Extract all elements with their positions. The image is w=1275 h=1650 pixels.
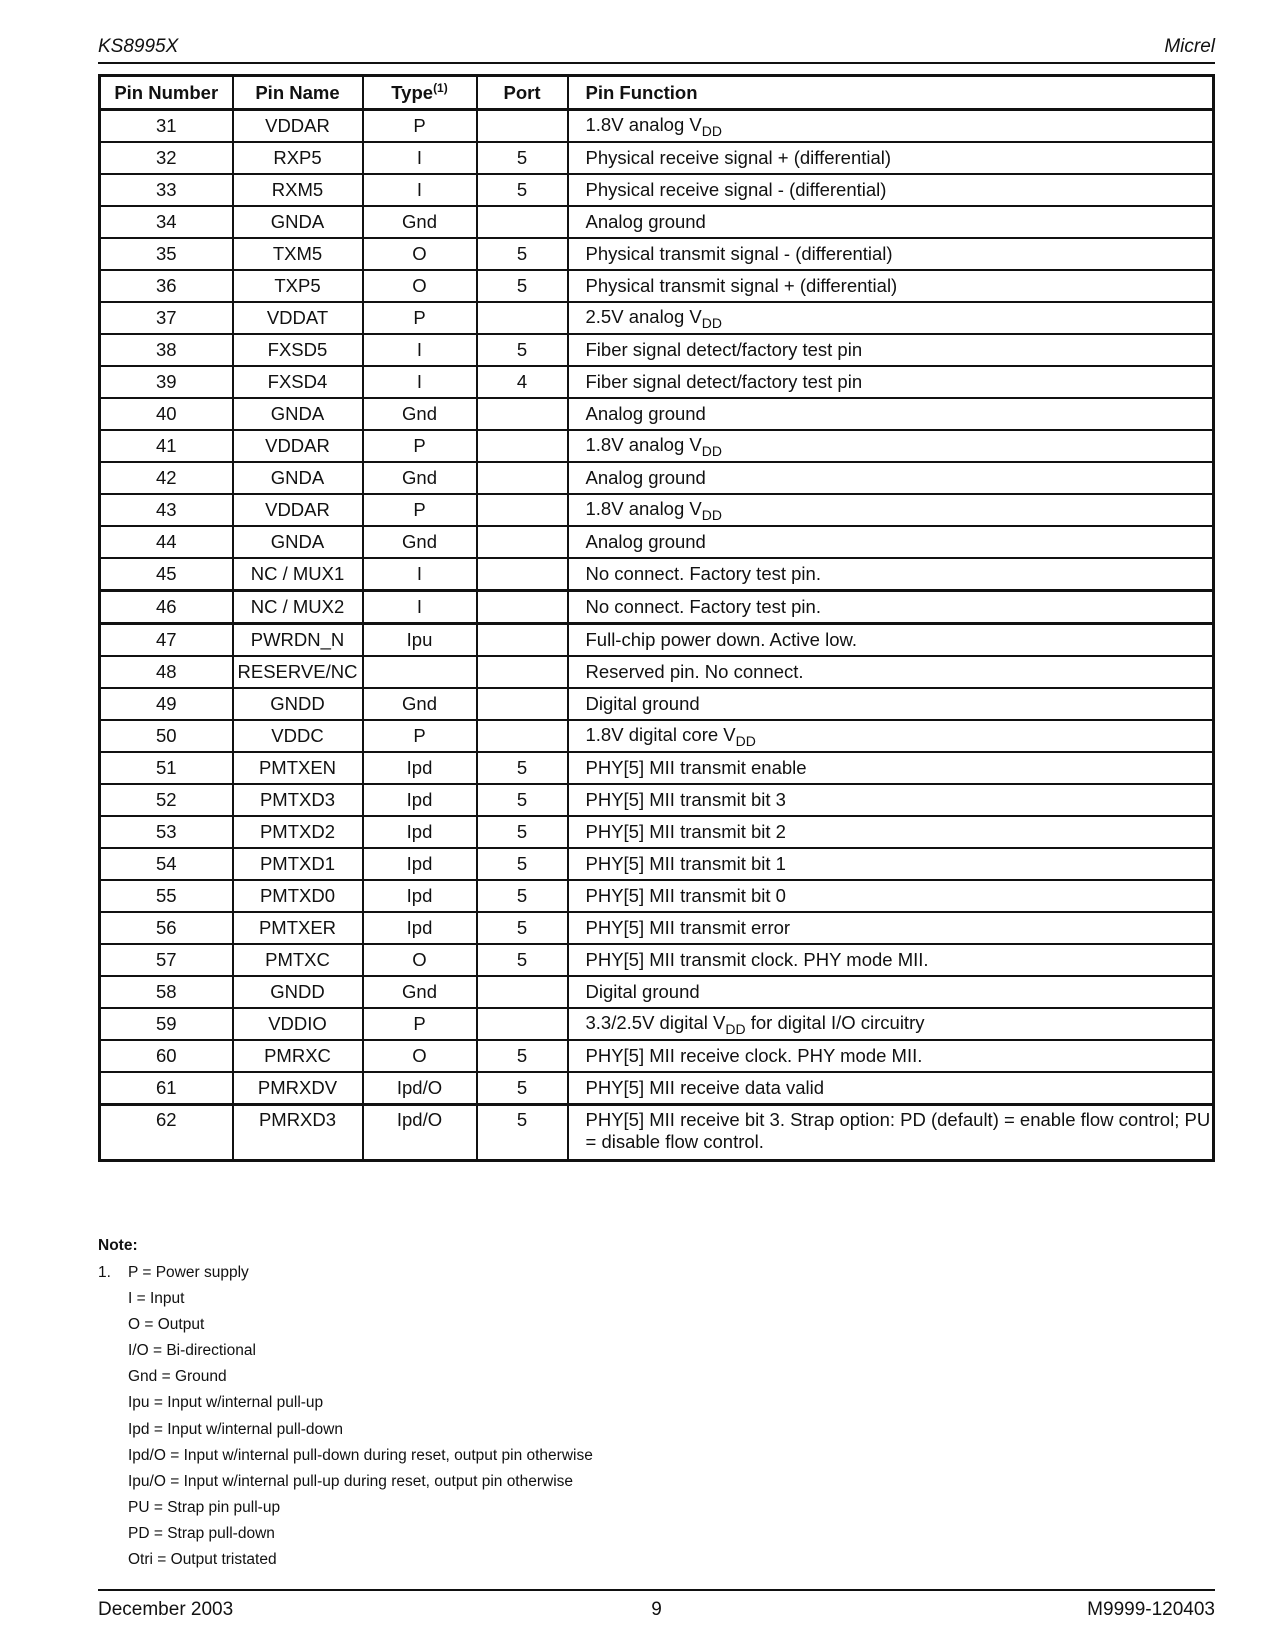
pin-port-cell [477,720,568,752]
pin-number-cell: 54 [100,848,233,880]
notes-section [98,1237,593,1576]
note-text: Ipu = Input w/internal pull-up [128,1394,324,1412]
note-item [98,1524,275,1550]
pin-number-cell: 49 [100,688,233,720]
note-text: PU = Strap pin pull-up [128,1498,281,1516]
pin-number-cell: 46 [100,591,233,624]
pin-function-cell [568,494,1214,526]
pin-port-cell: 5 [477,238,568,270]
pin-number-cell: 62 [100,1105,233,1161]
pin-port-cell: 5 [477,142,568,174]
pin-function-text: Full-chip power down. Active low. [585,629,857,650]
pin-name-cell: RXM5 [233,174,363,206]
note-text: P = Power supply [128,1264,249,1281]
table-row [100,752,1214,784]
pin-function-cell [568,624,1214,657]
pin-function-text: Analog ground [585,531,706,552]
pin-port-cell [477,494,568,526]
pin-type-cell: Ipd [363,752,477,784]
pin-type-cell: P [363,1008,477,1040]
pin-port-cell: 5 [477,1040,568,1072]
pin-port-cell: 5 [477,752,568,784]
pin-name-cell: RXP5 [233,142,363,174]
pin-type-cell: I [363,591,477,624]
pin-type-cell: P [363,110,477,143]
pin-type-cell: P [363,430,477,462]
pin-type-cell: Gnd [363,976,477,1008]
pin-port-cell: 5 [477,334,568,366]
pin-function-text: Physical transmit signal - (differential) [585,243,893,264]
pin-port-cell [477,1008,568,1040]
table-row [100,302,1214,334]
pin-function-cell [568,752,1214,784]
pin-function-cell [568,1040,1214,1072]
pin-port-cell [477,430,568,462]
pin-function-text: PHY[5] MII receive data valid [585,1077,825,1098]
pin-name-cell: VDDC [233,720,363,752]
pin-number-cell: 45 [100,558,233,591]
page-header [98,34,1215,64]
footer-doc-number: M9999-120403 [1087,1599,1215,1620]
pin-function-text: 1.8V digital core V [585,723,736,745]
pin-number-cell: 58 [100,976,233,1008]
pin-port-cell [477,398,568,430]
pin-port-cell: 5 [477,848,568,880]
note-item [98,1550,277,1576]
pin-type-cell: O [363,238,477,270]
pin-type-cell: Ipd [363,912,477,944]
company-name: Micrel [1164,36,1215,57]
pin-number-cell: 36 [100,270,233,302]
pin-function-cell [568,270,1214,302]
pin-function-cell [568,591,1214,624]
pin-function-cell [568,462,1214,494]
pin-function-text: Digital ground [585,981,700,1002]
note-text: I = Input [128,1290,185,1308]
pin-number-cell: 47 [100,624,233,657]
table-row [100,656,1214,688]
pin-function-text: PHY[5] MII transmit bit 0 [585,885,786,906]
pin-function-subscript: DD [701,442,722,459]
table-row [100,334,1214,366]
pin-description-table [98,74,1215,1162]
pin-port-cell [477,558,568,591]
table-row [100,1008,1214,1040]
pin-function-text: 1.8V analog V [585,433,702,455]
pin-name-cell: GNDD [233,688,363,720]
pin-port-cell: 4 [477,366,568,398]
pin-name-cell: PMTXER [233,912,363,944]
pin-port-cell [477,591,568,624]
type-footnote-ref: (1) [433,81,448,95]
pin-name-cell: PMRXDV [233,1072,363,1105]
pin-type-cell: Ipd/O [363,1105,477,1161]
pin-number-cell: 53 [100,816,233,848]
pin-number-cell: 35 [100,238,233,270]
pin-number-cell: 61 [100,1072,233,1105]
col-header-pin-name: Pin Name [233,76,363,110]
page-footer [98,1589,1215,1631]
pin-number-cell: 42 [100,462,233,494]
pin-name-cell: TXM5 [233,238,363,270]
pin-function-cell [568,912,1214,944]
pin-function-text-continued: for digital I/O circuitry [745,1011,925,1033]
table-row [100,1105,1214,1161]
table-row [100,366,1214,398]
pin-port-cell [477,110,568,143]
note-item [98,1341,256,1367]
pin-function-text: Fiber signal detect/factory test pin [585,371,863,392]
pin-type-cell: Ipu [363,624,477,657]
pin-function-subscript: DD [725,1020,746,1037]
note-item [98,1289,185,1315]
pin-function-text: Digital ground [585,693,700,714]
note-text: Ipd = Input w/internal pull-down [128,1420,343,1438]
pin-name-cell: PMTXD1 [233,848,363,880]
pin-name-cell: PMTXD2 [233,816,363,848]
pin-function-cell [568,430,1214,462]
pin-port-cell: 5 [477,816,568,848]
pin-name-cell: VDDAT [233,302,363,334]
pin-function-cell [568,656,1214,688]
pin-port-cell: 5 [477,880,568,912]
pin-number-cell: 50 [100,720,233,752]
pin-number-cell: 57 [100,944,233,976]
pin-function-subscript: DD [701,314,722,331]
pin-function-text: No connect. Factory test pin. [585,563,821,584]
note-item [98,1420,343,1446]
pin-number-cell: 40 [100,398,233,430]
pin-number-cell: 33 [100,174,233,206]
pin-type-cell: Ipd [363,784,477,816]
pin-function-text: Physical receive signal + (differential) [585,147,892,168]
pin-type-cell: Gnd [363,462,477,494]
pin-type-cell: I [363,334,477,366]
pin-function-text: Fiber signal detect/factory test pin [585,339,863,360]
note-text: Ipu/O = Input w/internal pull-up during reset, output pin otherwise [128,1472,574,1490]
pin-number-cell: 38 [100,334,233,366]
table-row [100,270,1214,302]
table-row [100,720,1214,752]
pin-name-cell: PMTXC [233,944,363,976]
pin-type-cell: O [363,944,477,976]
pin-number-cell: 31 [100,110,233,143]
notes-title: Note: [98,1237,138,1254]
pin-name-cell: PMTXEN [233,752,363,784]
note-item [98,1472,574,1498]
table-row [100,206,1214,238]
pin-number-cell: 51 [100,752,233,784]
col-header-pin-function: Pin Function [568,76,1214,110]
table-row [100,110,1214,143]
pin-function-text: PHY[5] MII transmit error [585,917,791,938]
pin-function-text: Physical receive signal - (differential) [585,179,887,200]
pin-name-cell: GNDA [233,206,363,238]
note-item [98,1446,593,1472]
table-row [100,238,1214,270]
pin-port-cell: 5 [477,1105,568,1161]
pin-port-cell [477,302,568,334]
note-item [98,1393,324,1419]
pin-name-cell: PWRDN_N [233,624,363,657]
pin-function-subscript: DD [735,732,756,749]
pin-type-cell: Ipd [363,816,477,848]
pin-name-cell: VDDAR [233,110,363,143]
pin-port-cell [477,206,568,238]
pin-function-text: 2.5V analog V [585,305,702,327]
pin-function-cell [568,1105,1214,1161]
pin-function-cell [568,398,1214,430]
pin-function-text: PHY[5] MII receive bit 3. Strap option: PD (default) = enable flow control; PU = disable flow control. [585,1109,1211,1152]
note-item [98,1315,205,1341]
pin-name-cell: PMRXD3 [233,1105,363,1161]
table-row [100,494,1214,526]
pin-type-cell: P [363,720,477,752]
pin-function-cell [568,558,1214,591]
pin-type-cell: Ipd [363,880,477,912]
pin-name-cell: NC / MUX2 [233,591,363,624]
pin-function-cell [568,142,1214,174]
pin-type-cell: Ipd [363,848,477,880]
table-row [100,591,1214,624]
pin-name-cell: PMRXC [233,1040,363,1072]
note-item [98,1498,281,1524]
col-header-port: Port [477,76,568,110]
pin-name-cell: TXP5 [233,270,363,302]
table-row [100,848,1214,880]
pin-port-cell: 5 [477,174,568,206]
pin-function-cell [568,206,1214,238]
pin-port-cell [477,526,568,558]
pin-port-cell [477,462,568,494]
note-text: I/O = Bi-directional [128,1342,256,1360]
pin-type-cell: P [363,494,477,526]
pin-type-cell: P [363,302,477,334]
pin-port-cell [477,624,568,657]
pin-function-cell [568,688,1214,720]
pin-number-cell: 60 [100,1040,233,1072]
table-row [100,142,1214,174]
table-row [100,462,1214,494]
pin-type-cell: Ipd/O [363,1072,477,1105]
pin-number-cell: 52 [100,784,233,816]
pin-function-cell [568,848,1214,880]
pin-name-cell: VDDAR [233,494,363,526]
pin-name-cell: GNDA [233,526,363,558]
table-row [100,526,1214,558]
pin-port-cell: 5 [477,784,568,816]
col-header-type [363,76,477,110]
pin-type-cell: O [363,270,477,302]
table-row [100,430,1214,462]
pin-rows [100,110,1214,1161]
pin-function-cell [568,302,1214,334]
pin-function-text: PHY[5] MII transmit bit 1 [585,853,786,874]
pin-type-cell: Gnd [363,688,477,720]
table-row [100,1072,1214,1105]
note-item [98,1263,249,1289]
pin-number-cell: 43 [100,494,233,526]
pin-name-cell: PMTXD3 [233,784,363,816]
footer-page-number: 9 [651,1599,662,1620]
pin-name-cell: PMTXD0 [233,880,363,912]
pin-function-cell [568,1072,1214,1105]
type-header-label: Type [391,82,434,103]
pin-number-cell: 48 [100,656,233,688]
table-row [100,558,1214,591]
note-number: 1. [98,1264,111,1281]
table-row [100,624,1214,657]
table-row [100,398,1214,430]
pin-port-cell: 5 [477,912,568,944]
note-item [98,1367,227,1393]
product-name: KS8995X [98,36,179,57]
pin-type-cell: I [363,366,477,398]
pin-number-cell: 37 [100,302,233,334]
pin-function-cell [568,816,1214,848]
pin-number-cell: 44 [100,526,233,558]
table-row [100,816,1214,848]
pin-function-cell [568,1008,1214,1040]
pin-function-cell [568,720,1214,752]
pin-type-cell: Gnd [363,206,477,238]
pin-function-text: Analog ground [585,467,706,488]
pin-function-cell [568,944,1214,976]
pin-type-cell: I [363,174,477,206]
table-row [100,688,1214,720]
pin-port-cell: 5 [477,1072,568,1105]
pin-name-cell: FXSD4 [233,366,363,398]
pin-type-cell: O [363,1040,477,1072]
pin-port-cell [477,656,568,688]
pin-function-subscript: DD [701,122,722,139]
pin-name-cell: RESERVE/NC [233,656,363,688]
pin-function-text: 1.8V analog V [585,497,702,519]
pin-function-cell [568,784,1214,816]
table-row [100,784,1214,816]
note-text: Otri = Output tristated [128,1551,277,1569]
notes-list [98,1263,593,1576]
table-row [100,880,1214,912]
pin-type-cell [363,656,477,688]
pin-name-cell: VDDIO [233,1008,363,1040]
table-header-row [100,76,1214,110]
table-row [100,174,1214,206]
note-text: PD = Strap pull-down [128,1524,275,1542]
pin-name-cell: GNDA [233,398,363,430]
pin-type-cell: Gnd [363,526,477,558]
pin-function-subscript: DD [701,506,722,523]
pin-number-cell: 55 [100,880,233,912]
pin-name-cell: VDDAR [233,430,363,462]
pin-function-cell [568,880,1214,912]
pin-function-cell [568,110,1214,143]
pin-name-cell: GNDA [233,462,363,494]
note-text: Ipd/O = Input w/internal pull-down during reset, output pin otherwise [128,1446,593,1464]
pin-function-cell [568,334,1214,366]
pin-number-cell: 34 [100,206,233,238]
table-row [100,1040,1214,1072]
table-row [100,976,1214,1008]
pin-type-cell: I [363,558,477,591]
note-text: Gnd = Ground [128,1368,227,1386]
pin-function-text: Reserved pin. No connect. [585,661,804,682]
pin-function-text: 1.8V analog V [585,113,702,135]
pin-port-cell: 5 [477,270,568,302]
pin-port-cell [477,688,568,720]
pin-function-cell [568,174,1214,206]
pin-function-cell [568,976,1214,1008]
pin-function-cell [568,238,1214,270]
pin-number-cell: 39 [100,366,233,398]
pin-name-cell: GNDD [233,976,363,1008]
pin-port-cell: 5 [477,944,568,976]
note-text: O = Output [128,1316,205,1334]
pin-number-cell: 41 [100,430,233,462]
pin-function-text: PHY[5] MII transmit clock. PHY mode MII. [585,949,929,970]
pin-function-text: PHY[5] MII transmit enable [585,757,807,778]
pin-function-text: 3.3/2.5V digital V [585,1011,726,1033]
table-row [100,912,1214,944]
pin-function-text: Physical transmit signal + (differential) [585,275,898,296]
pin-name-cell: FXSD5 [233,334,363,366]
pin-function-text: Analog ground [585,403,706,424]
pin-function-text: PHY[5] MII transmit bit 3 [585,789,786,810]
pin-number-cell: 32 [100,142,233,174]
pin-number-cell: 56 [100,912,233,944]
pin-function-text: PHY[5] MII transmit bit 2 [585,821,786,842]
pin-name-cell: NC / MUX1 [233,558,363,591]
pin-port-cell [477,976,568,1008]
pin-function-text: Analog ground [585,211,706,232]
pin-function-text: No connect. Factory test pin. [585,596,821,617]
footer-date: December 2003 [98,1599,234,1620]
col-header-pin-number: Pin Number [100,76,233,110]
pin-function-cell [568,526,1214,558]
pin-type-cell: I [363,142,477,174]
pin-number-cell: 59 [100,1008,233,1040]
pin-function-text: PHY[5] MII receive clock. PHY mode MII. [585,1045,923,1066]
pin-function-cell [568,366,1214,398]
pin-type-cell: Gnd [363,398,477,430]
table-row [100,944,1214,976]
